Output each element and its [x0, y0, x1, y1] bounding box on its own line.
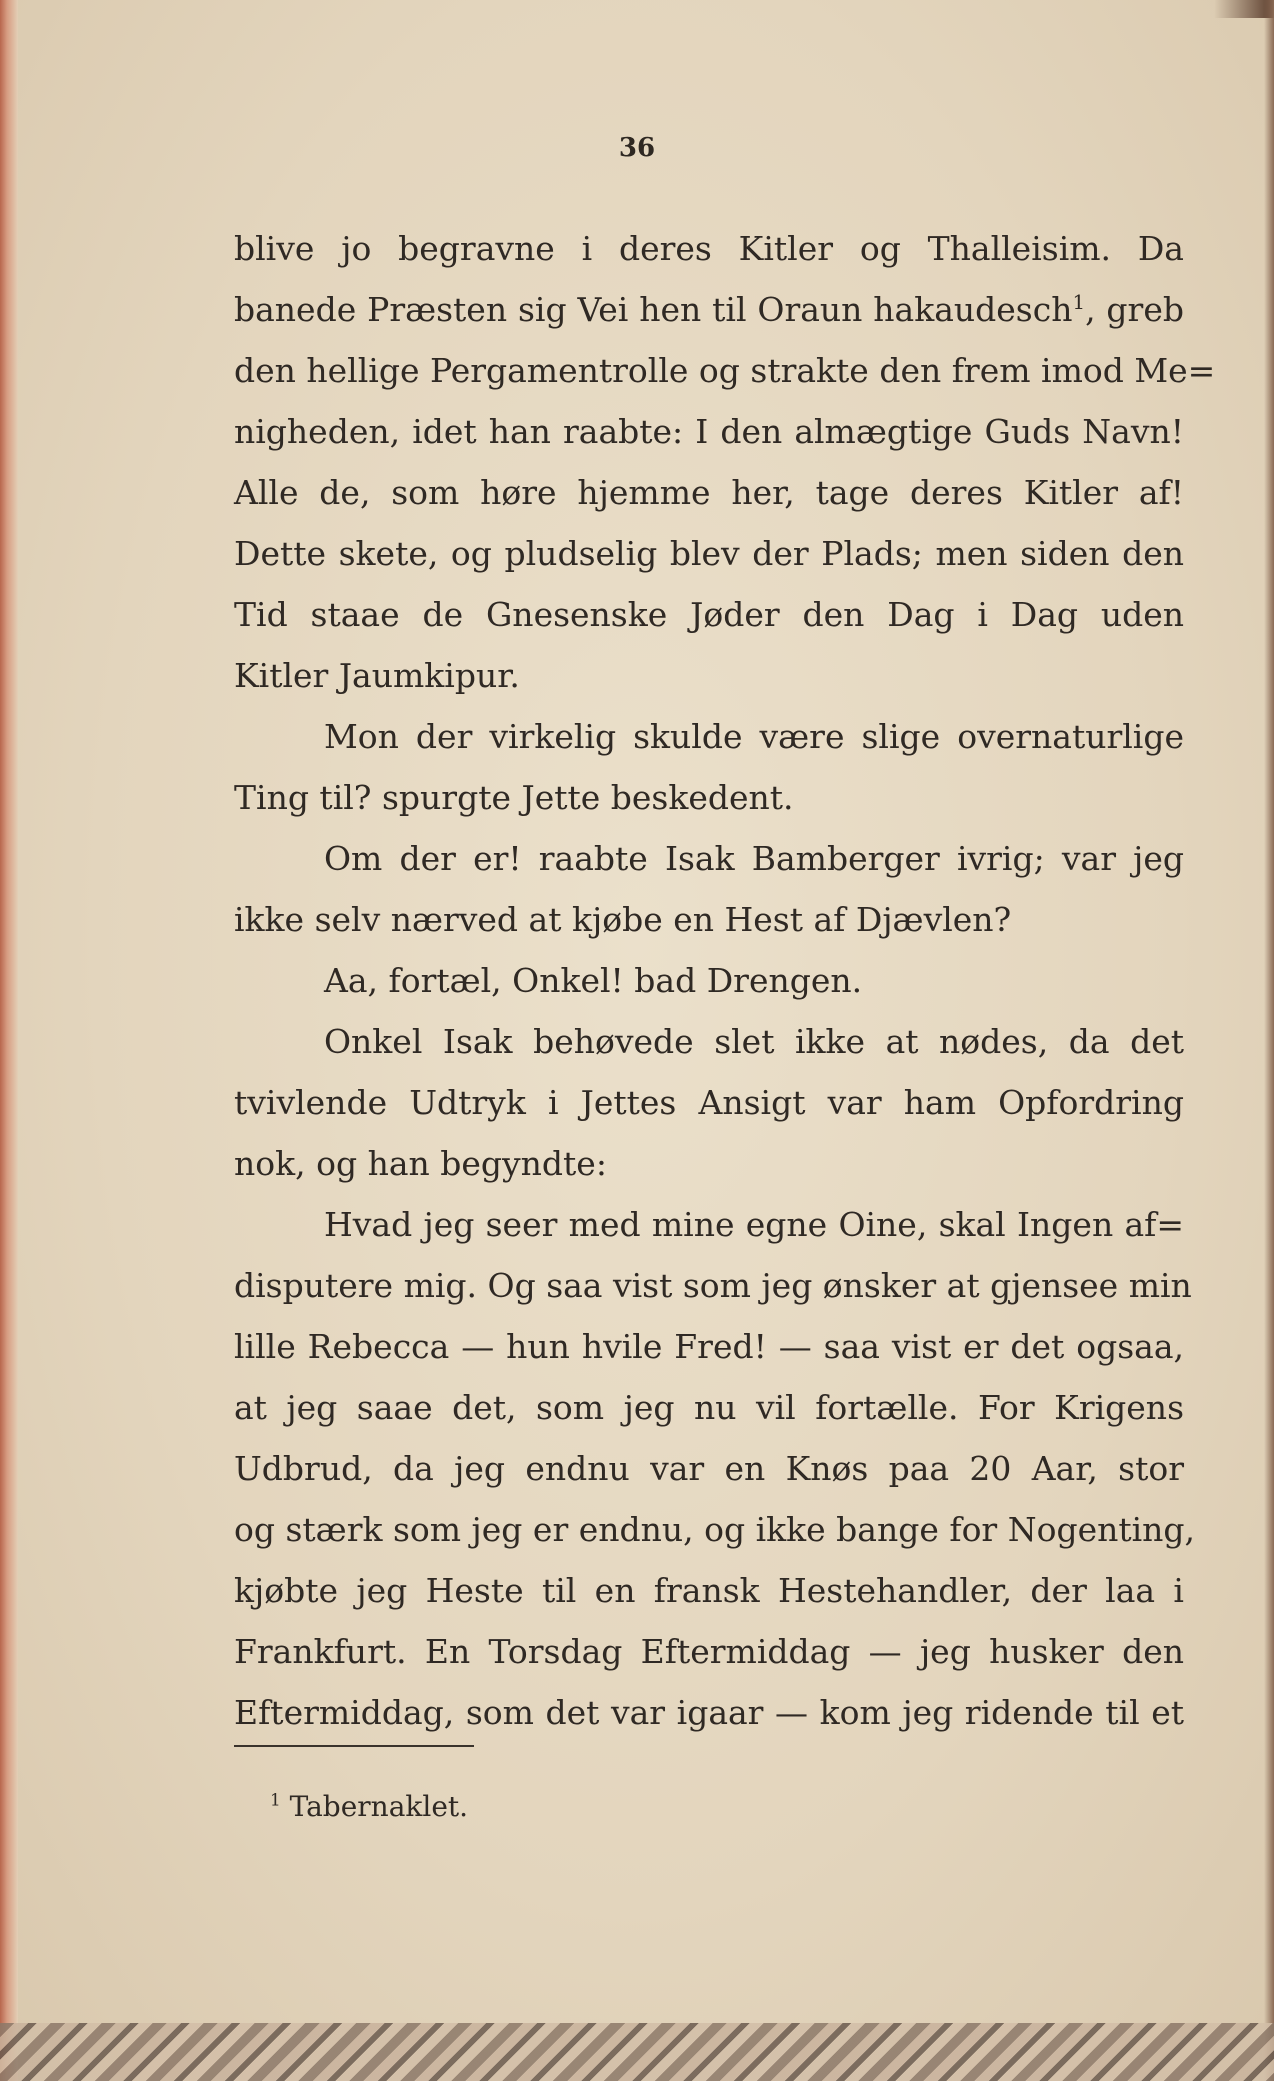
text-line: Hvad jeg seer med mine egne Oine, skal Ingen af=	[324, 1205, 1184, 1244]
page-bottom-edge-pattern	[0, 2023, 1274, 2081]
footnote	[270, 1790, 468, 1823]
text-line: disputere mig. Og saa vist som jeg ønsker at gjensee min	[234, 1266, 1192, 1305]
footnote-reference: 1	[1072, 291, 1086, 314]
text-line: lille Rebecca — hun hvile Fred! — saa vist er det ogsaa,	[234, 1327, 1184, 1366]
body-text	[234, 218, 1216, 1743]
text-line: blive jo begravne i deres Kitler og Thalleisim. Da	[234, 229, 1184, 268]
text-line: Udbrud, da jeg endnu var en Knøs paa 20 Aar, stor	[234, 1449, 1184, 1488]
footnote-marker: 1	[270, 1789, 281, 1810]
text-line-part: banede Præsten sig Vei hen til Oraun hakaudesch	[234, 290, 1073, 329]
text-line: og stærk som jeg er endnu, og ikke bange for Nogenting,	[234, 1510, 1196, 1549]
page-number: 36	[618, 133, 656, 163]
text-line: Onkel Isak behøvede slet ikke at nødes, da det	[324, 1022, 1184, 1061]
text-line: Ting til? spurgte Jette beskedent.	[234, 778, 794, 817]
text-line: Aa, fortæl, Onkel! bad Drengen.	[324, 961, 863, 1000]
page-binding-edge	[0, 0, 18, 2081]
text-line: Kitler Jaumkipur.	[234, 656, 520, 695]
text-line: den hellige Pergamentrolle og strakte den frem imod Me=	[234, 351, 1216, 390]
text-line: ikke selv nærved at kjøbe en Hest af Djævlen?	[234, 900, 1012, 939]
text-line: nok, og han begyndte:	[234, 1144, 607, 1183]
text-line: Alle de, som høre hjemme her, tage deres Kitler af!	[234, 473, 1184, 512]
text-line: kjøbte jeg Heste til en fransk Hestehandler, der laa i	[234, 1571, 1184, 1610]
text-line: Dette skete, og pludselig blev der Plads; men siden den	[234, 534, 1184, 573]
text-line: at jeg saae det, som jeg nu vil fortælle. For Krigens	[234, 1388, 1184, 1427]
text-line: Frankfurt. En Torsdag Eftermiddag — jeg husker den	[234, 1632, 1184, 1671]
footnote-text: Tabernaklet.	[289, 1790, 469, 1823]
text-line: Om der er! raabte Isak Bamberger ivrig; var jeg	[324, 839, 1184, 878]
text-line: Mon der virkelig skulde være slige overnaturlige	[324, 717, 1184, 756]
text-line: nigheden, idet han raabte: I den almægtige Guds Navn!	[234, 412, 1184, 451]
text-line-with-footnote	[234, 279, 1184, 340]
page-right-edge	[1264, 0, 1274, 2081]
footnote-divider	[234, 1745, 474, 1747]
text-line: tvivlende Udtryk i Jettes Ansigt var ham Opfordring	[234, 1083, 1184, 1122]
text-line: Eftermiddag, som det var igaar — kom jeg ridende til et	[234, 1693, 1184, 1732]
text-line: Tid staae de Gnesenske Jøder den Dag i Dag uden	[234, 595, 1184, 634]
text-line-part: , greb	[1085, 290, 1184, 329]
